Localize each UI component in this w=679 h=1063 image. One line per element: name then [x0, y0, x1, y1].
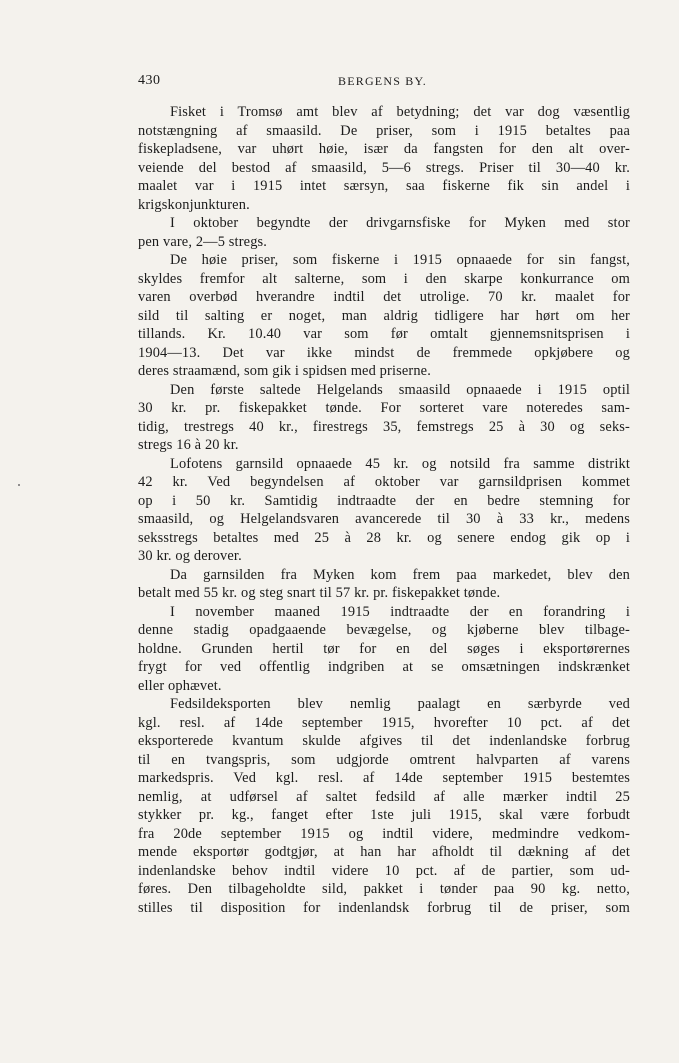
paragraph: [138, 603, 630, 696]
text-line: pen vare, 2—5 stregs.: [138, 233, 268, 250]
text-line: holdne. Grunden hertil tør for en del søges i eksportørernes: [138, 640, 630, 657]
text-line: stykker pr. kg., fanget efter 1ste juli 1915, skal være forbudt: [138, 807, 630, 823]
text-line: føres. Den tilbageholdte sild, pakket i tønder paa 90 kg. netto,: [138, 881, 630, 897]
text-line: seksstregs betaltes med 25 à 28 kr. og senere endog gik op i: [138, 529, 630, 546]
running-title: BERGENS BY.: [338, 74, 427, 88]
text-line: tillands. Kr. 10.40 var som før omtalt gjennemsnitsprisen i: [138, 326, 630, 342]
paragraph: [138, 103, 630, 214]
text-line: varen overbød hverandre indtil det utrolige. 70 kr. maalet for: [138, 289, 630, 305]
text-line: veiende del bestod af smaasild, 5—6 stregs. Priser til 30—40 kr.: [138, 159, 630, 176]
text-line: stregs 16 à 20 kr.: [138, 437, 239, 453]
text-line: Fedsildeksporten blev nemlig paalagt en særbyrde ved: [170, 696, 630, 712]
text-line: eller ophævet.: [138, 677, 222, 694]
text-line: denne stadig opadgaaende bevægelse, og kjøberne blev tilbage-: [138, 622, 630, 638]
text-line: nemlig, at udførsel af saltet fedsild af alle mærker indtil 25: [138, 788, 630, 805]
text-line: I oktober begyndte der drivgarnsfiske for Myken med stor: [170, 215, 630, 231]
text-line: Fisket i Tromsø amt blev af betydning; det var dog væsentlig: [170, 104, 630, 120]
text-line: smaasild, og Helgelandsvaren avancerede til 30 à 33 kr., medens: [138, 511, 630, 527]
text-line: De høie priser, som fiskerne i 1915 opnaaede for sin fangst,: [170, 252, 630, 268]
paragraph: [138, 251, 630, 381]
paragraph: [138, 695, 630, 917]
text-line: Den første saltede Helgelands smaasild opnaaede i 1915 optil: [170, 381, 630, 398]
text-line: maalet var i 1915 intet særsyn, saa fiskerne fik sin andel i: [138, 178, 630, 194]
text-line: frygt for ved offentlig indgriben at se omsætningen indskrænket: [138, 659, 630, 675]
text-line: notstængning af smaasild. De priser, som i 1915 betaltes paa: [138, 122, 630, 139]
text-line: 30 kr. pr. fiskepakket tønde. For sorteret vare noteredes sam-: [138, 400, 630, 416]
text-line: op i 50 kr. Samtidig indtraadte der en bedre stemning for: [138, 492, 630, 509]
text-line: betalt med 55 kr. og steg snart til 57 kr. pr. fiskepakket tønde.: [138, 585, 501, 601]
text-line: Lofotens garnsild opnaaede 45 kr. og notsild fra samme distrikt: [170, 455, 630, 472]
text-line: I november maaned 1915 indtraadte der en forandring i: [170, 603, 630, 620]
text-line: fra 20de september 1915 og indtil videre, medmindre vedkom-: [138, 825, 630, 842]
text-line: skyldes fremfor alt salterne, som i den skarpe konkurrance om: [138, 270, 630, 287]
text-line: tidig, trestregs 40 kr., firestregs 35, femstregs 25 à 30 og seks-: [138, 418, 630, 435]
text-line: 1904—13. Det var ikke mindst de fremmede opkjøbere og: [138, 344, 630, 361]
text-line: kgl. resl. af 14de september 1915, hvorefter 10 pct. af det: [138, 714, 630, 731]
paragraph: [138, 381, 630, 455]
margin-mark: [18, 484, 20, 486]
text-line: stilles til disposition for indenlandsk forbrug til de priser, som: [138, 899, 630, 916]
paragraph: [138, 566, 630, 603]
text-line: 30 kr. og derover.: [138, 548, 242, 564]
text-line: indenlandske behov indtil videre 10 pct. af de partier, som ud-: [138, 862, 630, 879]
text-line: fiskepladsene, var uhørt høie, især da fangsten for den alt over-: [138, 141, 630, 157]
text-line: eksporterede kvantum skulde afgives til det indenlandske forbrug: [138, 733, 630, 749]
text-line: Da garnsilden fra Myken kom frem paa markedet, blev den: [170, 566, 630, 583]
text-line: markedspris. Ved kgl. resl. af 14de september 1915 bestemtes: [138, 770, 630, 786]
paragraph: [138, 214, 630, 251]
body-text: [138, 103, 630, 917]
page-header: [138, 73, 630, 93]
text-line: deres straamænd, som gik i spidsen med priserne.: [138, 363, 431, 379]
text-line: 42 kr. Ved begyndelsen af oktober var garnsildprisen kommet: [138, 474, 630, 490]
text-line: sild til salting er noget, man aldrig tidligere har hørt om her: [138, 307, 630, 324]
text-line: krigskonjunkturen.: [138, 196, 250, 213]
text-line: til en tvangspris, som udgjorde omtrent halvparten af varens: [138, 751, 630, 768]
text-line: mende eksportør godtgjør, at han har afholdt til dækning af det: [138, 844, 630, 860]
paragraph: [138, 455, 630, 566]
page-number: 430: [138, 73, 161, 88]
